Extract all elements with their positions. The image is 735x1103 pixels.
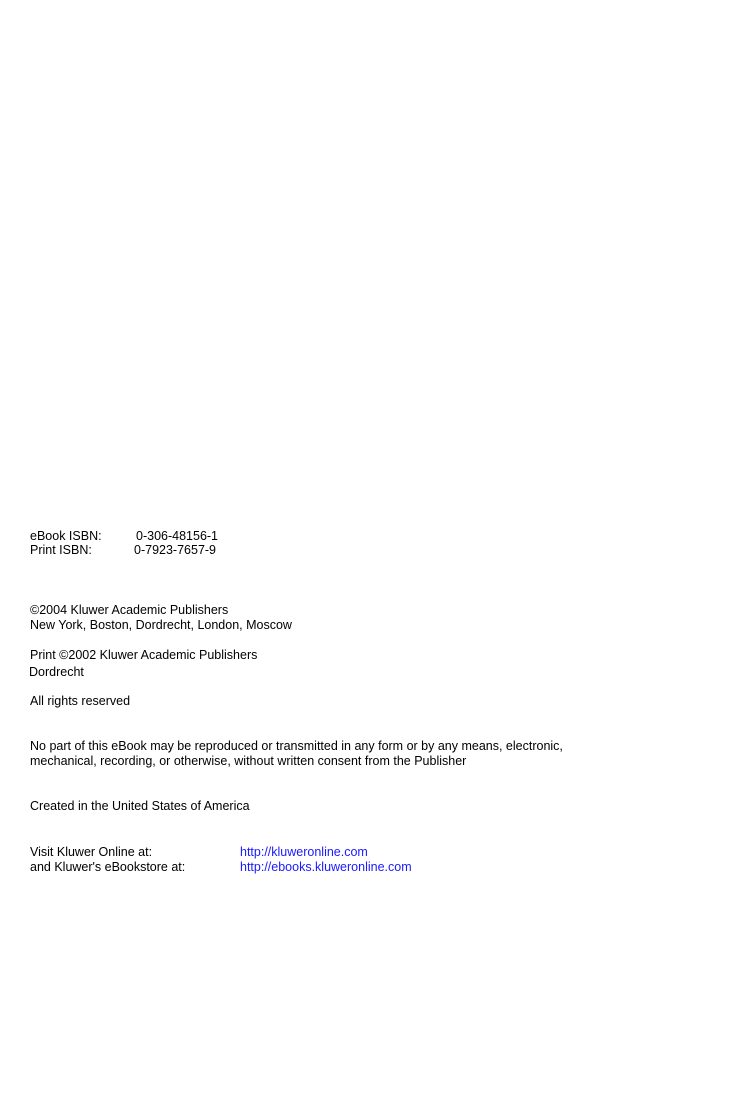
publisher-locations: New York, Boston, Dordrecht, London, Moscow	[30, 618, 292, 632]
reproduction-notice-line1: No part of this eBook may be reproduced or transmitted in any form or by any means, electronic,	[30, 739, 563, 753]
ebookstore-link[interactable]: http://ebooks.kluweronline.com	[240, 860, 412, 874]
copyright-line: ©2004 Kluwer Academic Publishers	[30, 603, 229, 617]
reproduction-notice-line2: mechanical, recording, or otherwise, without written consent from the Publisher	[30, 754, 467, 768]
ebookstore-label: and Kluwer's eBookstore at:	[30, 860, 186, 874]
print-copyright-line: Print ©2002 Kluwer Academic Publishers	[30, 648, 258, 662]
ebook-isbn-value: 0-306-48156-1	[136, 529, 219, 543]
print-isbn-label: Print ISBN:	[30, 543, 92, 557]
rights-statement: All rights reserved	[30, 694, 131, 708]
created-in-statement: Created in the United States of America	[30, 799, 250, 813]
print-isbn-value: 0-7923-7657-9	[134, 543, 217, 557]
print-location: Dordrecht	[29, 665, 84, 679]
kluwer-online-link[interactable]: http://kluweronline.com	[240, 845, 368, 859]
kluwer-online-label: Visit Kluwer Online at:	[30, 845, 153, 859]
ebook-isbn-label: eBook ISBN:	[30, 529, 102, 543]
